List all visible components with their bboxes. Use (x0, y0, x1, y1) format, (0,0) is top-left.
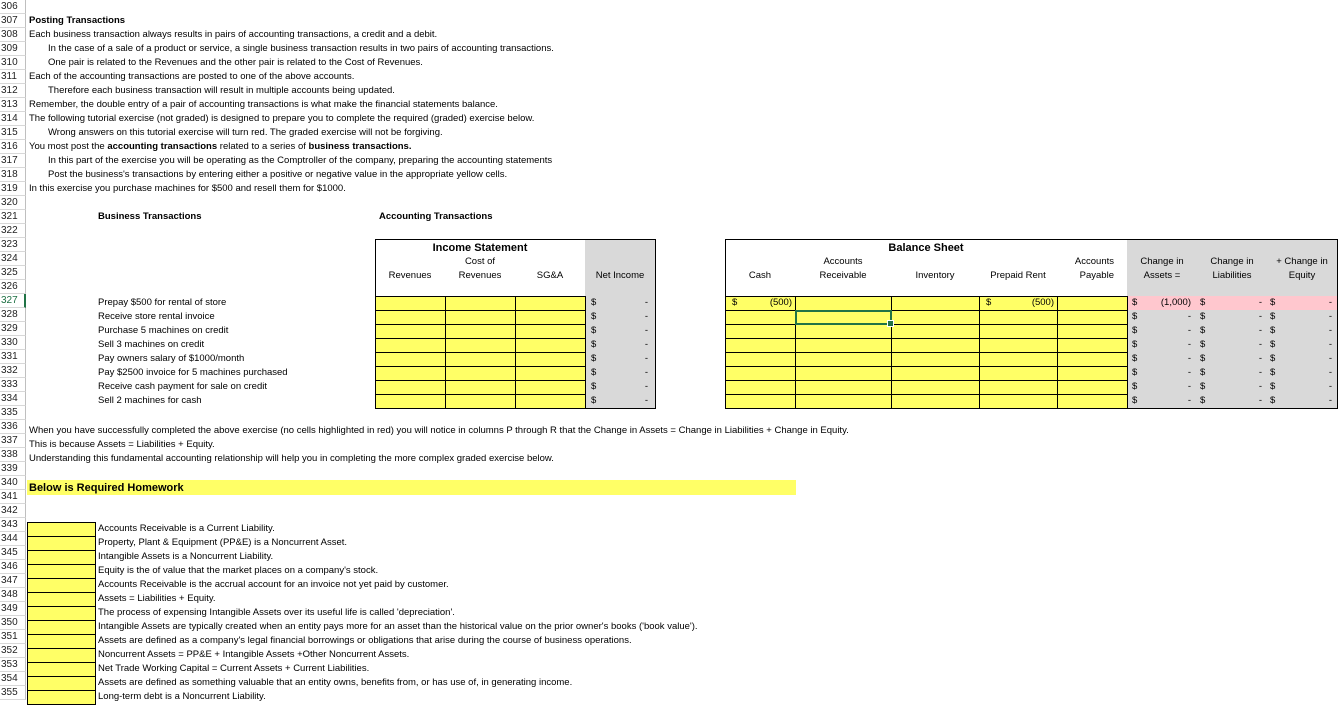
cell-text[interactable]: Wrong answers on this tutorial exercise will turn red. The graded exercise will not be forgiving. (48, 127, 443, 138)
cell-text[interactable]: Each business transaction always results in pairs of accounting transactions, a credit and a debit. (29, 29, 438, 40)
input-cell[interactable] (375, 324, 446, 339)
row-number[interactable]: 329 (0, 322, 26, 336)
input-cell[interactable] (891, 324, 980, 339)
change-liabilities-value: - (1258, 339, 1262, 350)
input-cell[interactable] (725, 310, 796, 325)
col-header-cost-of-revenues-2[interactable]: Revenues (458, 270, 502, 281)
row-number[interactable]: 350 (0, 616, 26, 630)
input-cell[interactable] (979, 310, 1058, 325)
col-header-change-assets-2[interactable]: Assets = (1143, 270, 1181, 281)
input-cell[interactable] (891, 352, 980, 367)
row-number[interactable]: 309 (0, 42, 26, 56)
row-number[interactable]: 347 (0, 574, 26, 588)
change-equity-value: - (1328, 353, 1332, 364)
row-number[interactable]: 331 (0, 350, 26, 364)
net-income-value: - (644, 325, 648, 336)
input-cell[interactable] (515, 338, 586, 353)
row-number[interactable]: 346 (0, 560, 26, 574)
input-cell[interactable] (375, 394, 446, 409)
row-number[interactable]: 330 (0, 336, 26, 350)
col-header-change-assets-1[interactable]: Change in (1140, 256, 1184, 267)
cell-text[interactable]: Post the business's transactions by entering either a positive or negative value in the appropriate yellow cells. (48, 169, 508, 180)
row-number[interactable]: 327 (0, 294, 26, 308)
row-number[interactable]: 315 (0, 126, 26, 140)
prepaid-currency: $ (986, 297, 992, 308)
input-cell[interactable] (445, 380, 516, 395)
answer-input-cell[interactable] (27, 606, 96, 621)
row-number[interactable]: 340 (0, 476, 26, 490)
row-number[interactable]: 335 (0, 406, 26, 420)
change-assets-currency: $ (1132, 353, 1138, 364)
change-equity-currency: $ (1270, 339, 1276, 350)
col-header-ar-1[interactable]: Accounts (823, 256, 863, 267)
input-cell[interactable] (445, 310, 516, 325)
answer-input-cell[interactable] (27, 536, 96, 551)
transaction-label[interactable]: Sell 3 machines on credit (98, 339, 205, 350)
row-number[interactable]: 324 (0, 252, 26, 266)
row-number[interactable]: 308 (0, 28, 26, 42)
homework-title[interactable]: Below is Required Homework (29, 482, 184, 494)
statement-text[interactable]: Assets are defined as something valuable that an entity owns, benefits from, or has use of, in generating income. (98, 677, 573, 688)
cell-text[interactable]: Therefore each business transaction will result in multiple accounts being updated. (48, 85, 395, 96)
input-cell[interactable] (979, 394, 1058, 409)
change-equity-value: - (1328, 311, 1332, 322)
change-equity-value: - (1328, 395, 1332, 406)
col-header-change-liabilities-1[interactable]: Change in (1210, 256, 1254, 267)
change-assets-currency: $ (1132, 311, 1138, 322)
net-income-value: - (644, 381, 648, 392)
row-number[interactable]: 312 (0, 84, 26, 98)
change-assets-value: - (1187, 367, 1191, 378)
input-cell[interactable] (725, 380, 796, 395)
answer-input-cell[interactable] (27, 564, 96, 579)
change-assets-currency: $ (1132, 297, 1138, 308)
col-header-change-liabilities-2[interactable]: Liabilities (1212, 270, 1252, 281)
change-liabilities-currency: $ (1200, 353, 1206, 364)
transaction-label[interactable]: Pay owners salary of $1000/month (98, 353, 245, 364)
input-cell[interactable] (891, 380, 980, 395)
change-equity-value: - (1328, 381, 1332, 392)
statement-text[interactable]: Net Trade Working Capital = Current Assets + Current Liabilities. (98, 663, 370, 674)
answer-input-cell[interactable] (27, 592, 96, 607)
col-header-ar-2[interactable]: Receivable (819, 270, 867, 281)
transaction-label[interactable]: Pay $2500 invoice for 5 machines purchased (98, 367, 288, 378)
statement-text[interactable]: Long-term debt is a Noncurrent Liability. (98, 691, 266, 702)
net-income-currency: $ (591, 339, 597, 350)
transaction-label[interactable]: Purchase 5 machines on credit (98, 325, 229, 336)
col-header-prepaid-rent[interactable]: Prepaid Rent (990, 270, 1046, 281)
cell-text[interactable]: In this exercise you purchase machines for $500 and resell them for $1000. (29, 183, 346, 194)
change-assets-currency: $ (1132, 381, 1138, 392)
input-cell[interactable] (891, 394, 980, 409)
input-cell[interactable] (979, 324, 1058, 339)
input-cell[interactable] (445, 352, 516, 367)
change-liabilities-currency: $ (1200, 381, 1206, 392)
statement-text[interactable]: Equity is the of value that the market places on a company's stock. (98, 565, 379, 576)
statement-text[interactable]: Intangible Assets is a Noncurrent Liability. (98, 551, 274, 562)
cell-text[interactable]: Each of the accounting transactions are posted to one of the above accounts. (29, 71, 355, 82)
input-cell[interactable] (1057, 394, 1128, 409)
answer-input-cell[interactable] (27, 550, 96, 565)
input-cell[interactable] (375, 338, 446, 353)
net-income-value: - (644, 395, 648, 406)
change-equity-value: - (1328, 325, 1332, 336)
row-number[interactable]: 316 (0, 140, 26, 154)
change-equity-currency: $ (1270, 367, 1276, 378)
input-cell[interactable] (725, 352, 796, 367)
net-income-currency: $ (591, 381, 597, 392)
change-assets-value: - (1187, 381, 1191, 392)
change-equity-currency: $ (1270, 311, 1276, 322)
input-cell[interactable] (1057, 324, 1128, 339)
answer-input-cell[interactable] (27, 634, 96, 649)
input-cell[interactable] (795, 296, 892, 311)
change-equity-currency: $ (1270, 381, 1276, 392)
change-equity-value: - (1328, 367, 1332, 378)
statement-text[interactable]: Accounts Receivable is a Current Liability. (98, 523, 275, 534)
row-number[interactable]: 334 (0, 392, 26, 406)
net-income-value: - (644, 353, 648, 364)
transaction-label[interactable]: Prepay $500 for rental of store (98, 297, 227, 308)
statement-text[interactable]: Assets are defined as a company's legal financial borrowings or obligations that arise during the course of business operations. (98, 635, 632, 646)
row-number[interactable]: 328 (0, 308, 26, 322)
col-header-ap-2[interactable]: Payable (1079, 270, 1114, 281)
input-cell[interactable] (375, 352, 446, 367)
change-liabilities-currency: $ (1200, 395, 1206, 406)
row-number[interactable]: 318 (0, 168, 26, 182)
col-header-net-income[interactable]: Net Income (595, 270, 645, 281)
accounting-transactions-header[interactable]: Accounting Transactions (379, 211, 493, 222)
net-income-currency: $ (591, 311, 597, 322)
change-assets-value: - (1187, 353, 1191, 364)
transaction-label[interactable]: Receive store rental invoice (98, 311, 215, 322)
change-equity-currency: $ (1270, 353, 1276, 364)
text-part: You most post the (29, 141, 108, 152)
row-number[interactable]: 355 (0, 686, 26, 700)
input-cell[interactable] (515, 310, 586, 325)
statement-text[interactable]: The process of expensing Intangible Assets over its useful life is called 'depreciation'. (98, 607, 455, 618)
input-cell[interactable] (795, 338, 892, 353)
change-liabilities-value: - (1258, 297, 1262, 308)
input-cell[interactable] (445, 366, 516, 381)
col-header-ap-1[interactable]: Accounts (1074, 256, 1114, 267)
business-transactions-header[interactable]: Business Transactions (98, 211, 202, 222)
cell-text[interactable]: In this part of the exercise you will be operating as the Comptroller of the company, preparing the accounting statements (48, 155, 553, 166)
input-cell[interactable] (979, 352, 1058, 367)
net-income-value: - (644, 297, 648, 308)
row-number[interactable]: 354 (0, 672, 26, 686)
input-cell[interactable] (979, 338, 1058, 353)
net-income-value: - (644, 339, 648, 350)
net-income-currency: $ (591, 297, 597, 308)
row-number[interactable]: 348 (0, 588, 26, 602)
input-cell[interactable] (725, 338, 796, 353)
input-cell[interactable] (515, 296, 586, 311)
change-equity-currency: $ (1270, 325, 1276, 336)
input-cell[interactable] (1057, 338, 1128, 353)
col-header-inventory[interactable]: Inventory (915, 270, 955, 281)
row-number[interactable]: 326 (0, 280, 26, 294)
statement-text[interactable]: Property, Plant & Equipment (PP&E) is a Noncurrent Asset. (98, 537, 348, 548)
row-number[interactable]: 338 (0, 448, 26, 462)
change-liabilities-value: - (1258, 367, 1262, 378)
input-cell[interactable] (891, 310, 980, 325)
input-cell[interactable] (375, 366, 446, 381)
change-equity-value: - (1328, 339, 1332, 350)
row-number[interactable]: 311 (0, 70, 26, 84)
row-number[interactable]: 336 (0, 420, 26, 434)
cash-currency: $ (732, 297, 738, 308)
cell-text[interactable]: In the case of a sale of a product or service, a single business transaction results in two pairs of accounting transactions. (48, 43, 554, 54)
input-cell[interactable] (375, 380, 446, 395)
input-cell[interactable] (515, 366, 586, 381)
input-cell[interactable] (445, 296, 516, 311)
col-header-sga[interactable]: SG&A (536, 270, 564, 281)
answer-input-cell[interactable] (27, 690, 96, 705)
input-cell[interactable] (725, 366, 796, 381)
input-cell[interactable] (515, 324, 586, 339)
text-part-bold: accounting transactions (107, 141, 218, 152)
row-number[interactable]: 320 (0, 196, 26, 210)
change-assets-currency: $ (1132, 325, 1138, 336)
change-liabilities-currency: $ (1200, 339, 1206, 350)
col-header-change-equity-1[interactable]: + Change in (1276, 256, 1328, 267)
row-number[interactable]: 321 (0, 210, 26, 224)
input-cell[interactable] (891, 366, 980, 381)
change-equity-value: - (1328, 297, 1332, 308)
input-cell[interactable] (445, 394, 516, 409)
change-liabilities-currency: $ (1200, 367, 1206, 378)
cell-text[interactable]: The following tutorial exercise (not graded) is designed to prepare you to complete the required (graded) exercise below. (29, 113, 535, 124)
change-liabilities-currency: $ (1200, 297, 1206, 308)
cell-text[interactable]: One pair is related to the Revenues and the other pair is related to the Cost of Revenues. (48, 57, 423, 68)
change-liabilities-value: - (1258, 353, 1262, 364)
change-assets-currency: $ (1132, 339, 1138, 350)
statement-text[interactable]: Intangible Assets are typically created when an entity pays more for an asset than the historical value on the prior owner's books ('book value'). (98, 621, 698, 632)
statement-text[interactable]: Noncurrent Assets = PP&E + Intangible Assets +Other Noncurrent Assets. (98, 649, 410, 660)
answer-input-cell[interactable] (27, 620, 96, 635)
row-number[interactable]: 341 (0, 490, 26, 504)
active-cell-selection[interactable] (795, 310, 892, 325)
text-part-bold: business transactions. (308, 141, 412, 152)
net-income-currency: $ (591, 325, 597, 336)
change-assets-value: - (1187, 395, 1191, 406)
answer-input-cell[interactable] (27, 676, 96, 691)
input-cell[interactable] (795, 324, 892, 339)
row-number[interactable]: 310 (0, 56, 26, 70)
balance-sheet-title[interactable]: Balance Sheet (888, 242, 964, 254)
input-cell[interactable] (1057, 296, 1128, 311)
input-cell[interactable] (795, 352, 892, 367)
net-income-value: - (644, 311, 648, 322)
answer-input-cell[interactable] (27, 648, 96, 663)
row-number[interactable]: 313 (0, 98, 26, 112)
row-number[interactable]: 332 (0, 364, 26, 378)
col-header-cash[interactable]: Cash (748, 270, 772, 281)
change-assets-value: - (1187, 325, 1191, 336)
row-number[interactable]: 352 (0, 644, 26, 658)
row-number[interactable]: 317 (0, 154, 26, 168)
col-header-revenues[interactable]: Revenues (388, 270, 432, 281)
row-number[interactable]: 351 (0, 630, 26, 644)
input-cell[interactable] (1057, 352, 1128, 367)
answer-input-cell[interactable] (27, 522, 96, 537)
input-cell[interactable] (979, 380, 1058, 395)
input-cell[interactable] (1057, 366, 1128, 381)
row-number[interactable]: 345 (0, 546, 26, 560)
row-number[interactable]: 319 (0, 182, 26, 196)
row-number[interactable]: 343 (0, 518, 26, 532)
row-number[interactable]: 307 (0, 14, 26, 28)
change-equity-currency: $ (1270, 297, 1276, 308)
answer-input-cell[interactable] (27, 662, 96, 677)
row-number[interactable]: 353 (0, 658, 26, 672)
cell-text[interactable]: When you have successfully completed the above exercise (no cells highlighted in red) you will notice in columns P through R that the Change in Assets = Change in Liabilities + Change in Equity. (29, 425, 849, 436)
net-income-currency: $ (591, 367, 597, 378)
change-equity-currency: $ (1270, 395, 1276, 406)
cash-value-326: (500) (769, 297, 792, 308)
change-liabilities-currency: $ (1200, 325, 1206, 336)
change-liabilities-currency: $ (1200, 311, 1206, 322)
input-cell[interactable] (375, 296, 446, 311)
input-cell[interactable] (725, 324, 796, 339)
section-title[interactable]: Posting Transactions (29, 15, 126, 26)
row-number[interactable]: 339 (0, 462, 26, 476)
income-statement-title[interactable]: Income Statement (432, 242, 528, 254)
row-number[interactable]: 314 (0, 112, 26, 126)
net-income-currency: $ (591, 353, 597, 364)
input-cell[interactable] (725, 394, 796, 409)
input-cell[interactable] (1057, 310, 1128, 325)
input-cell[interactable] (795, 380, 892, 395)
row-number[interactable]: 337 (0, 434, 26, 448)
input-cell[interactable] (891, 338, 980, 353)
answer-input-cell[interactable] (27, 578, 96, 593)
net-income-currency: $ (591, 395, 597, 406)
row-number[interactable]: 306 (0, 0, 26, 14)
row-number[interactable]: 344 (0, 532, 26, 546)
net-income-value: - (644, 367, 648, 378)
row-number[interactable]: 325 (0, 266, 26, 280)
change-assets-currency: $ (1132, 367, 1138, 378)
input-cell[interactable] (375, 310, 446, 325)
input-cell[interactable] (445, 324, 516, 339)
cell-text[interactable]: This is because Assets = Liabilities + Equity. (29, 439, 215, 450)
row-number[interactable]: 349 (0, 602, 26, 616)
change-assets-value: - (1187, 311, 1191, 322)
statement-text[interactable]: Assets = Liabilities + Equity. (98, 593, 216, 604)
transaction-label[interactable]: Receive cash payment for sale on credit (98, 381, 267, 392)
input-cell[interactable] (515, 394, 586, 409)
col-header-cost-of-revenues-1[interactable]: Cost of (464, 256, 496, 267)
change-liabilities-value: - (1258, 395, 1262, 406)
input-cell[interactable] (515, 380, 586, 395)
input-cell[interactable] (445, 338, 516, 353)
cell-text[interactable]: Remember, the double entry of a pair of accounting transactions is what make the financial statements balance. (29, 99, 498, 110)
row-number[interactable]: 342 (0, 504, 26, 518)
prepaid-value-326: (500) (1031, 297, 1054, 308)
text-part: related to a series of (217, 141, 309, 152)
row-number[interactable]: 333 (0, 378, 26, 392)
change-liabilities-value: - (1258, 325, 1262, 336)
input-cell[interactable] (515, 352, 586, 367)
transaction-label[interactable]: Sell 2 machines for cash (98, 395, 202, 406)
change-assets-value: (1,000) (1160, 297, 1191, 308)
change-liabilities-value: - (1258, 381, 1262, 392)
col-header-change-equity-2[interactable]: Equity (1288, 270, 1316, 281)
change-assets-value: - (1187, 339, 1191, 350)
input-cell[interactable] (795, 394, 892, 409)
input-cell[interactable] (1057, 380, 1128, 395)
change-liabilities-value: - (1258, 311, 1262, 322)
input-cell[interactable] (979, 366, 1058, 381)
statement-text[interactable]: Accounts Receivable is the accrual account for an invoice not yet paid by customer. (98, 579, 449, 590)
cell-text-instructions[interactable] (29, 140, 411, 154)
input-cell[interactable] (891, 296, 980, 311)
input-cell[interactable] (795, 366, 892, 381)
row-number[interactable]: 322 (0, 224, 26, 238)
change-assets-currency: $ (1132, 395, 1138, 406)
row-number[interactable]: 323 (0, 238, 26, 252)
cell-text[interactable]: Understanding this fundamental accounting relationship will help you in completing the more complex graded exercise below. (29, 453, 554, 464)
